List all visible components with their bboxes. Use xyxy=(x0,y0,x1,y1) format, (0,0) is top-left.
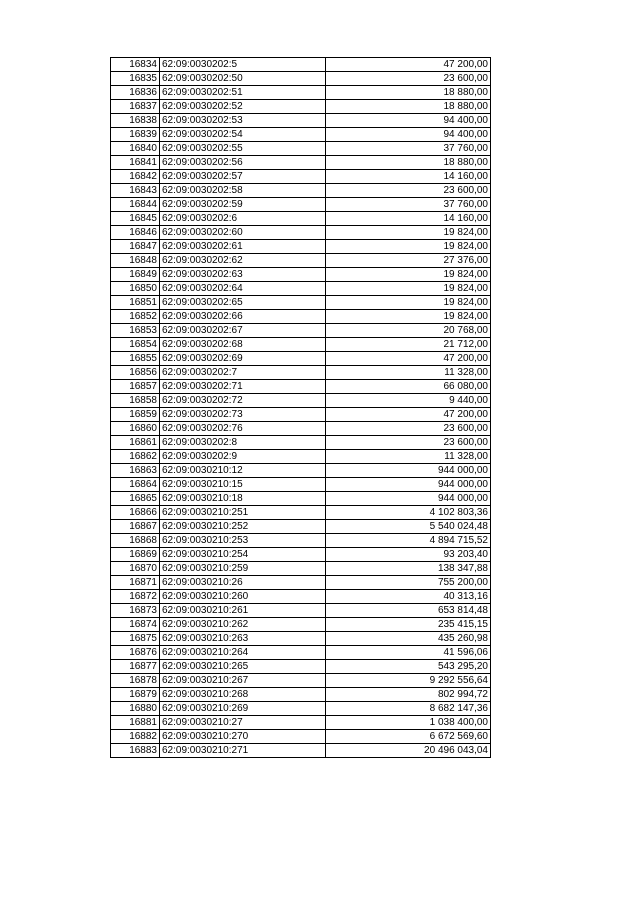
row-number-cell: 16883 xyxy=(111,744,160,758)
cadastral-number-cell: 62:09:0030210:265 xyxy=(160,660,326,674)
cadastral-number-cell: 62:09:0030202:68 xyxy=(160,338,326,352)
row-number-cell: 16846 xyxy=(111,226,160,240)
table-row xyxy=(111,534,491,548)
table-row xyxy=(111,548,491,562)
value-cell: 653 814,48 xyxy=(326,604,491,618)
table-row xyxy=(111,590,491,604)
cadastral-number-cell: 62:09:0030210:251 xyxy=(160,506,326,520)
row-number-cell: 16841 xyxy=(111,156,160,170)
row-number-cell: 16854 xyxy=(111,338,160,352)
table-row xyxy=(111,380,491,394)
table-row xyxy=(111,310,491,324)
row-number-cell: 16850 xyxy=(111,282,160,296)
value-cell: 47 200,00 xyxy=(326,352,491,366)
table-row xyxy=(111,198,491,212)
table-row xyxy=(111,408,491,422)
row-number-cell: 16839 xyxy=(111,128,160,142)
value-cell: 18 880,00 xyxy=(326,156,491,170)
table-row xyxy=(111,58,491,72)
value-cell: 37 760,00 xyxy=(326,142,491,156)
cadastral-number-cell: 62:09:0030202:71 xyxy=(160,380,326,394)
table-row xyxy=(111,730,491,744)
table-row xyxy=(111,576,491,590)
value-cell: 94 400,00 xyxy=(326,128,491,142)
value-cell: 19 824,00 xyxy=(326,310,491,324)
table-row xyxy=(111,254,491,268)
table-row xyxy=(111,632,491,646)
row-number-cell: 16861 xyxy=(111,436,160,450)
row-number-cell: 16856 xyxy=(111,366,160,380)
row-number-cell: 16837 xyxy=(111,100,160,114)
table-row xyxy=(111,464,491,478)
cadastral-number-cell: 62:09:0030202:76 xyxy=(160,422,326,436)
table-row xyxy=(111,128,491,142)
row-number-cell: 16852 xyxy=(111,310,160,324)
row-number-cell: 16864 xyxy=(111,478,160,492)
cadastral-number-cell: 62:09:0030202:60 xyxy=(160,226,326,240)
row-number-cell: 16877 xyxy=(111,660,160,674)
row-number-cell: 16855 xyxy=(111,352,160,366)
cadastral-number-cell: 62:09:0030202:50 xyxy=(160,72,326,86)
cadastral-number-cell: 62:09:0030210:27 xyxy=(160,716,326,730)
value-cell: 1 038 400,00 xyxy=(326,716,491,730)
table-row xyxy=(111,506,491,520)
table-row xyxy=(111,296,491,310)
table-row xyxy=(111,352,491,366)
table-row xyxy=(111,702,491,716)
row-number-cell: 16844 xyxy=(111,198,160,212)
value-cell: 11 328,00 xyxy=(326,450,491,464)
cadastral-number-cell: 62:09:0030202:56 xyxy=(160,156,326,170)
cadastral-number-cell: 62:09:0030210:260 xyxy=(160,590,326,604)
table-row xyxy=(111,72,491,86)
value-cell: 802 994,72 xyxy=(326,688,491,702)
table-row xyxy=(111,226,491,240)
cadastral-number-cell: 62:09:0030210:15 xyxy=(160,478,326,492)
row-number-cell: 16840 xyxy=(111,142,160,156)
value-cell: 19 824,00 xyxy=(326,226,491,240)
cadastral-number-cell: 62:09:0030202:9 xyxy=(160,450,326,464)
table-row xyxy=(111,156,491,170)
value-cell: 23 600,00 xyxy=(326,422,491,436)
table-row xyxy=(111,716,491,730)
cadastral-number-cell: 62:09:0030202:69 xyxy=(160,352,326,366)
row-number-cell: 16860 xyxy=(111,422,160,436)
row-number-cell: 16834 xyxy=(111,58,160,72)
row-number-cell: 16857 xyxy=(111,380,160,394)
cadastral-number-cell: 62:09:0030202:61 xyxy=(160,240,326,254)
table-row xyxy=(111,520,491,534)
cadastral-number-cell: 62:09:0030210:263 xyxy=(160,632,326,646)
value-cell: 40 313,16 xyxy=(326,590,491,604)
cadastral-number-cell: 62:09:0030210:252 xyxy=(160,520,326,534)
table-row xyxy=(111,478,491,492)
row-number-cell: 16875 xyxy=(111,632,160,646)
cadastral-number-cell: 62:09:0030210:267 xyxy=(160,674,326,688)
row-number-cell: 16835 xyxy=(111,72,160,86)
row-number-cell: 16882 xyxy=(111,730,160,744)
row-number-cell: 16868 xyxy=(111,534,160,548)
value-cell: 47 200,00 xyxy=(326,58,491,72)
row-number-cell: 16849 xyxy=(111,268,160,282)
cadastral-number-cell: 62:09:0030210:18 xyxy=(160,492,326,506)
row-number-cell: 16842 xyxy=(111,170,160,184)
value-cell: 23 600,00 xyxy=(326,436,491,450)
value-cell: 21 712,00 xyxy=(326,338,491,352)
table-row xyxy=(111,170,491,184)
cadastral-number-cell: 62:09:0030202:6 xyxy=(160,212,326,226)
row-number-cell: 16872 xyxy=(111,590,160,604)
row-number-cell: 16845 xyxy=(111,212,160,226)
table-row xyxy=(111,282,491,296)
cadastral-number-cell: 62:09:0030202:64 xyxy=(160,282,326,296)
cadastral-number-cell: 62:09:0030210:26 xyxy=(160,576,326,590)
row-number-cell: 16859 xyxy=(111,408,160,422)
cadastral-number-cell: 62:09:0030202:66 xyxy=(160,310,326,324)
value-cell: 66 080,00 xyxy=(326,380,491,394)
table-row xyxy=(111,366,491,380)
cadastral-number-cell: 62:09:0030210:253 xyxy=(160,534,326,548)
value-cell: 18 880,00 xyxy=(326,86,491,100)
cadastral-number-cell: 62:09:0030210:268 xyxy=(160,688,326,702)
row-number-cell: 16862 xyxy=(111,450,160,464)
row-number-cell: 16838 xyxy=(111,114,160,128)
value-cell: 19 824,00 xyxy=(326,296,491,310)
value-cell: 543 295,20 xyxy=(326,660,491,674)
table-row xyxy=(111,422,491,436)
cadastral-number-cell: 62:09:0030210:261 xyxy=(160,604,326,618)
cadastral-number-cell: 62:09:0030202:51 xyxy=(160,86,326,100)
row-number-cell: 16881 xyxy=(111,716,160,730)
table-row xyxy=(111,268,491,282)
cadastral-number-cell: 62:09:0030202:62 xyxy=(160,254,326,268)
cadastral-number-cell: 62:09:0030202:73 xyxy=(160,408,326,422)
cadastral-number-cell: 62:09:0030202:59 xyxy=(160,198,326,212)
value-cell: 4 102 803,36 xyxy=(326,506,491,520)
cadastral-number-cell: 62:09:0030202:53 xyxy=(160,114,326,128)
table-row xyxy=(111,324,491,338)
row-number-cell: 16863 xyxy=(111,464,160,478)
value-cell: 94 400,00 xyxy=(326,114,491,128)
table-body xyxy=(111,58,491,758)
cadastral-number-cell: 62:09:0030202:54 xyxy=(160,128,326,142)
table-row xyxy=(111,394,491,408)
value-cell: 944 000,00 xyxy=(326,478,491,492)
value-cell: 138 347,88 xyxy=(326,562,491,576)
table-row xyxy=(111,450,491,464)
table-row xyxy=(111,618,491,632)
cadastral-number-cell: 62:09:0030210:271 xyxy=(160,744,326,758)
table-row xyxy=(111,674,491,688)
cadastral-number-cell: 62:09:0030202:52 xyxy=(160,100,326,114)
cadastral-number-cell: 62:09:0030210:262 xyxy=(160,618,326,632)
table-row xyxy=(111,436,491,450)
row-number-cell: 16876 xyxy=(111,646,160,660)
cadastral-number-cell: 62:09:0030210:264 xyxy=(160,646,326,660)
table-row xyxy=(111,688,491,702)
cadastral-number-cell: 62:09:0030210:12 xyxy=(160,464,326,478)
cadastral-number-cell: 62:09:0030210:259 xyxy=(160,562,326,576)
value-cell: 235 415,15 xyxy=(326,618,491,632)
value-cell: 23 600,00 xyxy=(326,72,491,86)
row-number-cell: 16843 xyxy=(111,184,160,198)
row-number-cell: 16873 xyxy=(111,604,160,618)
row-number-cell: 16869 xyxy=(111,548,160,562)
table-row xyxy=(111,86,491,100)
table-row xyxy=(111,100,491,114)
table-row xyxy=(111,142,491,156)
value-cell: 755 200,00 xyxy=(326,576,491,590)
row-number-cell: 16867 xyxy=(111,520,160,534)
value-cell: 47 200,00 xyxy=(326,408,491,422)
table-row xyxy=(111,604,491,618)
value-cell: 19 824,00 xyxy=(326,240,491,254)
row-number-cell: 16871 xyxy=(111,576,160,590)
cadastral-number-cell: 62:09:0030202:65 xyxy=(160,296,326,310)
table-row xyxy=(111,212,491,226)
value-cell: 20 496 043,04 xyxy=(326,744,491,758)
cadastral-number-cell: 62:09:0030202:55 xyxy=(160,142,326,156)
value-cell: 9 292 556,64 xyxy=(326,674,491,688)
value-cell: 14 160,00 xyxy=(326,170,491,184)
value-cell: 93 203,40 xyxy=(326,548,491,562)
row-number-cell: 16865 xyxy=(111,492,160,506)
value-cell: 14 160,00 xyxy=(326,212,491,226)
table-row xyxy=(111,492,491,506)
value-cell: 19 824,00 xyxy=(326,282,491,296)
cadastral-value-table xyxy=(110,57,491,758)
row-number-cell: 16853 xyxy=(111,324,160,338)
value-cell: 5 540 024,48 xyxy=(326,520,491,534)
table-row xyxy=(111,114,491,128)
value-cell: 19 824,00 xyxy=(326,268,491,282)
table-row xyxy=(111,646,491,660)
cadastral-number-cell: 62:09:0030202:63 xyxy=(160,268,326,282)
value-cell: 37 760,00 xyxy=(326,198,491,212)
value-cell: 435 260,98 xyxy=(326,632,491,646)
cadastral-number-cell: 62:09:0030202:5 xyxy=(160,58,326,72)
value-cell: 8 682 147,36 xyxy=(326,702,491,716)
row-number-cell: 16880 xyxy=(111,702,160,716)
value-cell: 944 000,00 xyxy=(326,464,491,478)
cadastral-number-cell: 62:09:0030210:254 xyxy=(160,548,326,562)
cadastral-number-cell: 62:09:0030202:8 xyxy=(160,436,326,450)
table-row xyxy=(111,562,491,576)
cadastral-number-cell: 62:09:0030210:269 xyxy=(160,702,326,716)
cadastral-number-cell: 62:09:0030202:72 xyxy=(160,394,326,408)
value-cell: 27 376,00 xyxy=(326,254,491,268)
cadastral-number-cell: 62:09:0030202:67 xyxy=(160,324,326,338)
row-number-cell: 16851 xyxy=(111,296,160,310)
row-number-cell: 16858 xyxy=(111,394,160,408)
table-row xyxy=(111,338,491,352)
cadastral-number-cell: 62:09:0030210:270 xyxy=(160,730,326,744)
value-cell: 41 596,06 xyxy=(326,646,491,660)
cadastral-number-cell: 62:09:0030202:57 xyxy=(160,170,326,184)
row-number-cell: 16879 xyxy=(111,688,160,702)
row-number-cell: 16874 xyxy=(111,618,160,632)
value-cell: 944 000,00 xyxy=(326,492,491,506)
table-row xyxy=(111,184,491,198)
cadastral-number-cell: 62:09:0030202:58 xyxy=(160,184,326,198)
row-number-cell: 16866 xyxy=(111,506,160,520)
row-number-cell: 16836 xyxy=(111,86,160,100)
row-number-cell: 16848 xyxy=(111,254,160,268)
table-row xyxy=(111,660,491,674)
row-number-cell: 16847 xyxy=(111,240,160,254)
value-cell: 6 672 569,60 xyxy=(326,730,491,744)
value-cell: 9 440,00 xyxy=(326,394,491,408)
row-number-cell: 16878 xyxy=(111,674,160,688)
value-cell: 4 894 715,52 xyxy=(326,534,491,548)
table-row xyxy=(111,240,491,254)
row-number-cell: 16870 xyxy=(111,562,160,576)
value-cell: 18 880,00 xyxy=(326,100,491,114)
value-cell: 11 328,00 xyxy=(326,366,491,380)
value-cell: 23 600,00 xyxy=(326,184,491,198)
table-row xyxy=(111,744,491,758)
value-cell: 20 768,00 xyxy=(326,324,491,338)
cadastral-number-cell: 62:09:0030202:7 xyxy=(160,366,326,380)
